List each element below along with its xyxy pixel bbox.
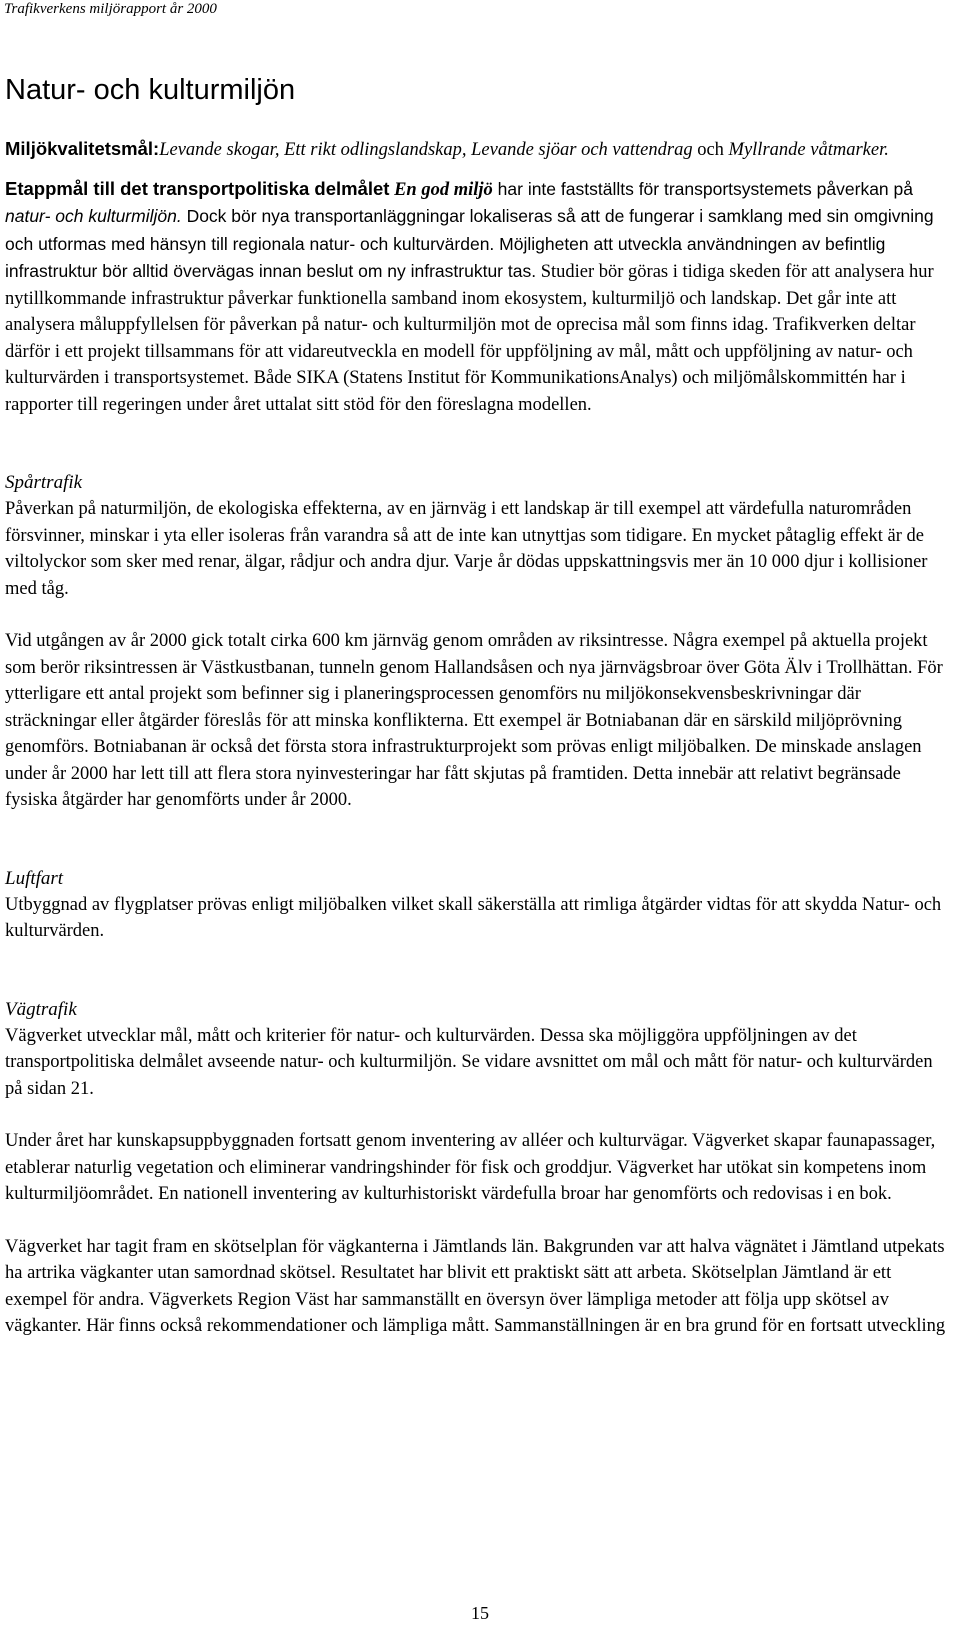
goals-list-end: Myllrande våtmarker.: [728, 140, 889, 160]
running-header: Trafikverkens miljörapport år 2000: [4, 1, 217, 17]
main-content: [5, 136, 953, 1340]
rail-paragraph-1: Påverkan på naturmiljön, de ekologiska effekterna, av en järnväg i ett landskap är till exempel att värdefulla naturområden försvinner, minskar i yta eller isoleras från varandra så att de inte kan utnyttjas som tidigare. En mycket påtaglig effekt är de viltolyckor som sker med renar, älgar, rådjur och andra djur. Varje år dödas uppskattningsvis mer än 10 000 djur i kollisioner med tåg.: [5, 499, 928, 599]
intro-lead-goal: En god miljö: [394, 179, 493, 200]
intro-body-text: Studier bör göras i tidiga skeden för att analysera hur nytillkommande infrastruktur påverkar funktionella samband inom ekosystem, kulturmiljö och landskap. Det går inte att analysera måluppfyllelsen för påverkan på natur- och kulturmiljön mot de oprecisa mål som finns idag. Trafikverken deltar därför i ett projekt tillsammans för att vidareutveckla en modell för uppföljning av mål, mått och uppföljning av natur- och kulturvärden i transportsystemet. Både SIKA (Statens Institut för KommunikationsAnalys) och miljömålskommittén har i rapporter till regeringen under året uttalat sitt stöd för den föreslagna modellen.: [5, 262, 934, 415]
goals-label: Miljökvalitetsmål:: [5, 138, 160, 159]
goals-list: Levande skogar, Ett rikt odlingslandskap, Levande sjöar och vattendrag: [159, 140, 693, 160]
goals-connector: och: [692, 140, 729, 160]
intro-sans-text: Dock bör nya transportanläggningar lokaliseras så att de fungerar i samklang med sin omgivning och utformas med hänsyn till regionala natur- och kulturvärden. Möjligheten att utveckla användningen av befintlig infrastruktur bör alltid övervägas innan beslut om ny infrastruktur tas.: [5, 206, 934, 281]
road-paragraph-2: Under året har kunskapsuppbyggnaden fortsatt genom inventering av alléer och kulturvägar. Vägverket skapar faunapassager, etablerar naturlig vegetation och eliminerar vandringshinder för fisk och groddjur. Vägverket har utökat sin kompetens inom kulturmiljöområdet. En nationell inventering av kulturhistoriskt värdefulla broar har genomförts och redovisas i en bok.: [5, 1131, 936, 1204]
intro-paragraph: [5, 176, 953, 419]
road-paragraph-3: Vägverket har tagit fram en skötselplan för vägkanterna i Jämtlands län. Bakgrunden var att halva vägnätet i Jämtland utpekats ha artrika vägkanter utan samordnad skötsel. Resultatet har blivit ett praktiskt sätt att arbeta. Skötselplan Jämtland är ett exempel för andra. Vägverkets Region Väst har sammanställt en översyn över lämpliga metoder att följa upp skötsel av vägkanter. Här finns också rekommendationer och lämpliga mått. Sammanställningen är en bra grund för en fortsatt utveckling: [5, 1236, 946, 1336]
environmental-goals-paragraph: [5, 136, 953, 164]
intro-lead-tail: har inte fastställts för transportsystemets påverkan på: [492, 178, 913, 199]
intro-lead-topic: natur- och kulturmiljön.: [5, 206, 182, 226]
intro-lead: Etappmål till det transportpolitiska delmålet: [5, 177, 390, 199]
road-paragraph-1: Vägverket utvecklar mål, mått och kriterier för natur- och kulturvärden. Dessa ska möjliggöra uppföljningen av det transportpolitiska delmålet avseende natur- och kulturmiljön. Se vidare avsnittet om mål och mått för natur- och kulturvärden på sidan 21.: [5, 1025, 933, 1099]
page-number: 15: [471, 1603, 489, 1623]
rail-paragraph-2: Vid utgången av år 2000 gick totalt cirka 600 km järnväg genom områden av riksintresse. Några exempel på aktuella projekt som berör riksintressen är Västkustbanan, tunneln genom Hallandsåsen och nya järnvägsbroar över Göta Älv i Trollhättan. För ytterligare ett antal projekt som befinner sig i planeringsprocessen genomförs nu miljökonsekvensbeskrivningar där sträckningar eller åtgärder föreslås för att minska konflikterna. Ett exempel är Botniabanan där en särskild miljöprövning genomförs. Botniabanan är också det första stora infrastrukturprojekt som prövas enligt miljöbalken. De minskade anslagen under år 2000 har lett till att flera stora nyinvesteringar har fått skjutas på framtiden. Detta innebär att relativt begränsade fysiska åtgärder har genomförts under år 2000.: [5, 631, 943, 810]
section-heading-air: Luftfart: [5, 867, 64, 889]
page-title: Natur- och kulturmiljön: [5, 74, 296, 106]
section-heading-road: Vägtrafik: [5, 998, 77, 1020]
section-heading-rail: Spårtrafik: [5, 472, 83, 493]
air-paragraph-1: Utbyggnad av flygplatser prövas enligt miljöbalken vilket skall säkerställa att rimliga åtgärder vidtas för att skydda Natur- och kulturvärden.: [5, 894, 942, 941]
